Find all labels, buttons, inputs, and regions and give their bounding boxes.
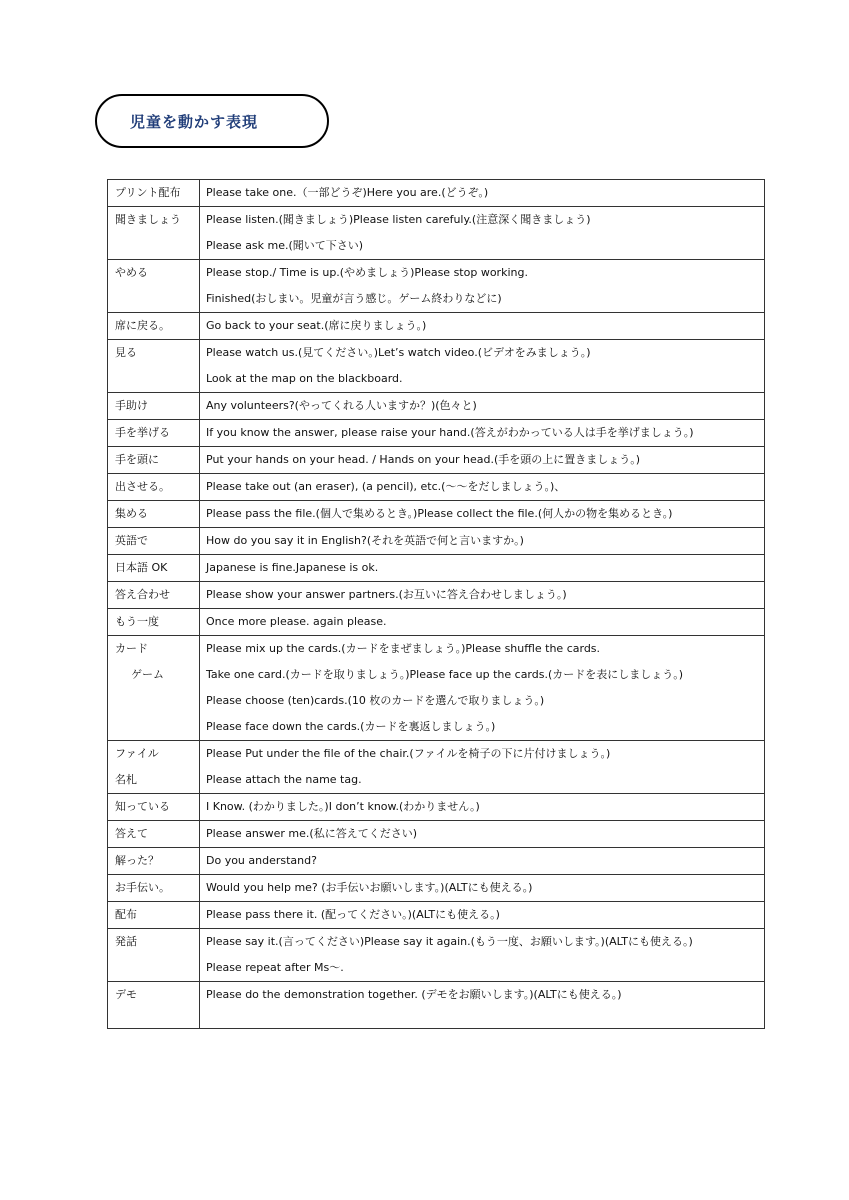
- expression-line: Take one card.(カードを取りましょう。)Please face up the cards.(カードを表にしましょう。): [206, 668, 684, 681]
- expression-line: Go back to your seat.(席に戻りましょう。): [206, 319, 427, 332]
- row-expression-cell: [200, 420, 765, 447]
- row-label-cell: [108, 393, 200, 420]
- row-expression-cell: [200, 447, 765, 474]
- table-row: [108, 794, 765, 821]
- row-label: 手を挙げる: [115, 426, 170, 439]
- expression-line: Please watch us.(見てください。)Let’s watch video.(ビデオをみましょう。): [206, 346, 591, 359]
- expression-line: How do you say it in English?(それを英語で何と言いますか。): [206, 534, 524, 547]
- expression-line: Please listen.(聞きましょう)Please listen carefuly.(注意深く聞きましょう): [206, 213, 591, 226]
- row-label: ゲーム: [131, 668, 164, 681]
- row-label-cell: [108, 794, 200, 821]
- row-label-cell: [108, 929, 200, 982]
- table-row: [108, 741, 765, 794]
- row-label: 英語で: [115, 534, 148, 547]
- row-label: 集める: [115, 507, 148, 520]
- expression-line: Would you help me? (お手伝いお願いします。)(ALTにも使える。): [206, 881, 533, 894]
- table-row: [108, 420, 765, 447]
- expression-line: Once more please. again please.: [206, 615, 387, 628]
- row-expression-cell: [200, 340, 765, 393]
- row-label-cell: [108, 313, 200, 340]
- table-row: [108, 848, 765, 875]
- row-label-cell: [108, 582, 200, 609]
- row-label-cell: [108, 474, 200, 501]
- row-label: 手助け: [115, 399, 148, 412]
- row-expression-cell: [200, 555, 765, 582]
- row-expression-cell: [200, 393, 765, 420]
- table-row: [108, 528, 765, 555]
- row-label-cell: [108, 528, 200, 555]
- table-row: [108, 555, 765, 582]
- row-label-cell: [108, 848, 200, 875]
- table-row: [108, 340, 765, 393]
- row-expression-cell: [200, 528, 765, 555]
- expressions-table: [107, 179, 765, 1029]
- row-expression-cell: [200, 929, 765, 982]
- table-row: [108, 875, 765, 902]
- expression-line: Please face down the cards.(カードを裏返しましょう。): [206, 720, 496, 733]
- expression-line: Please pass there it. (配ってください。)(ALTにも使える。): [206, 908, 500, 921]
- table-row: [108, 474, 765, 501]
- expression-line: Please answer me.(私に答えてください): [206, 827, 417, 840]
- row-label: ファイル: [115, 747, 159, 760]
- table-row: [108, 982, 765, 1029]
- table-row: [108, 180, 765, 207]
- row-label: デモ: [115, 988, 137, 1001]
- row-label: プリント配布: [115, 186, 181, 199]
- row-expression-cell: [200, 180, 765, 207]
- table-row: [108, 207, 765, 260]
- table-row: [108, 821, 765, 848]
- table-row: [108, 929, 765, 982]
- row-label: 手を頭に: [115, 453, 159, 466]
- expression-line: Please choose (ten)cards.(10 枚のカードを選んで取りましょう。): [206, 694, 545, 707]
- row-label-cell: [108, 420, 200, 447]
- table-row: [108, 609, 765, 636]
- row-label-cell: [108, 982, 200, 1029]
- row-label-cell: [108, 501, 200, 528]
- row-label-cell: [108, 207, 200, 260]
- expression-line: Put your hands on your head. / Hands on your head.(手を頭の上に置きましょう。): [206, 453, 641, 466]
- row-expression-cell: [200, 848, 765, 875]
- row-expression-cell: [200, 207, 765, 260]
- row-label-cell: [108, 555, 200, 582]
- row-label: 答え合わせ: [115, 588, 170, 601]
- row-label-cell: [108, 821, 200, 848]
- expression-line: If you know the answer, please raise your hand.(答えがわかっている人は手を挙げましょう。): [206, 426, 694, 439]
- expression-line: Finished(おしまい。児童が言う感じ。ゲーム終わりなどに): [206, 292, 502, 305]
- row-expression-cell: [200, 260, 765, 313]
- expression-line: Look at the map on the blackboard.: [206, 372, 403, 385]
- table-row: [108, 501, 765, 528]
- row-label-cell: [108, 741, 200, 794]
- row-expression-cell: [200, 794, 765, 821]
- expression-line: Please Put under the file of the chair.(ファイルを椅子の下に片付けましょう。): [206, 747, 611, 760]
- row-label: 答えて: [115, 827, 148, 840]
- row-label-cell: [108, 447, 200, 474]
- table-row: [108, 260, 765, 313]
- expression-line: Please stop./ Time is up.(やめましょう)Please stop working.: [206, 266, 528, 279]
- expression-line: Please take out (an eraser), (a pencil), etc.(〜〜をだしましょう。)、: [206, 480, 566, 493]
- row-expression-cell: [200, 875, 765, 902]
- row-expression-cell: [200, 609, 765, 636]
- row-label-cell: [108, 902, 200, 929]
- expression-line: Please take one.（一部どうぞ)Here you are.(どうぞ。): [206, 186, 489, 199]
- row-expression-cell: [200, 821, 765, 848]
- expression-line: I Know. (わかりました。)I don’t know.(わかりません。): [206, 800, 480, 813]
- expression-line: Please pass the file.(個人で集めるとき。)Please collect the file.(何人かの物を集めるとき。): [206, 507, 673, 520]
- row-label-cell: [108, 180, 200, 207]
- row-label: 席に戻る。: [115, 319, 170, 332]
- row-label: カード: [115, 642, 148, 655]
- row-expression-cell: [200, 902, 765, 929]
- row-label: 知っている: [115, 800, 170, 813]
- row-label: 名札: [115, 773, 137, 786]
- row-label: 見る: [115, 346, 137, 359]
- row-label-cell: [108, 340, 200, 393]
- row-expression-cell: [200, 313, 765, 340]
- row-label-cell: [108, 260, 200, 313]
- row-label-cell: [108, 636, 200, 741]
- row-expression-cell: [200, 982, 765, 1029]
- row-label: もう一度: [115, 615, 159, 628]
- row-expression-cell: [200, 474, 765, 501]
- expression-line: Do you anderstand?: [206, 854, 317, 867]
- row-label: 発話: [115, 935, 137, 948]
- row-label: やめる: [115, 266, 148, 279]
- row-expression-cell: [200, 636, 765, 741]
- row-label: 日本語 OK: [115, 561, 168, 574]
- row-label: 解った？: [115, 854, 159, 867]
- expression-line: Japanese is fine.Japanese is ok.: [206, 561, 379, 574]
- table-row: [108, 582, 765, 609]
- table-row: [108, 902, 765, 929]
- section-title: 児童を動かす表現: [129, 112, 258, 131]
- table-row: [108, 393, 765, 420]
- expression-line: Please do the demonstration together. (デモをお願いします。)(ALTにも使える。): [206, 988, 622, 1001]
- row-label: 聞きましょう: [115, 213, 181, 226]
- row-label: 配布: [115, 908, 137, 921]
- section-title-box: [95, 94, 329, 148]
- expression-line: Any volunteers?(やってくれる人いますか？)(色々と): [206, 399, 477, 412]
- row-label: お手伝い。: [115, 881, 170, 894]
- row-expression-cell: [200, 501, 765, 528]
- expression-line: Please ask me.(聞いて下さい): [206, 239, 364, 252]
- table-row: [108, 447, 765, 474]
- row-expression-cell: [200, 741, 765, 794]
- expression-line: Please mix up the cards.(カードをまぜましょう。)Please shuffle the cards.: [206, 642, 601, 655]
- expressions-table-body: [108, 180, 765, 1029]
- expression-line: Please attach the name tag.: [206, 773, 362, 786]
- row-expression-cell: [200, 582, 765, 609]
- table-row: [108, 313, 765, 340]
- expression-line: Please repeat after Ms〜.: [206, 961, 344, 974]
- table-row: [108, 636, 765, 741]
- expression-line: Please show your answer partners.(お互いに答え合わせしましょう。): [206, 588, 567, 601]
- row-label: 出させる。: [115, 480, 170, 493]
- row-label-cell: [108, 875, 200, 902]
- expression-line: Please say it.(言ってください)Please say it again.(もう一度、お願いします。)(ALTにも使える。): [206, 935, 693, 948]
- row-label-cell: [108, 609, 200, 636]
